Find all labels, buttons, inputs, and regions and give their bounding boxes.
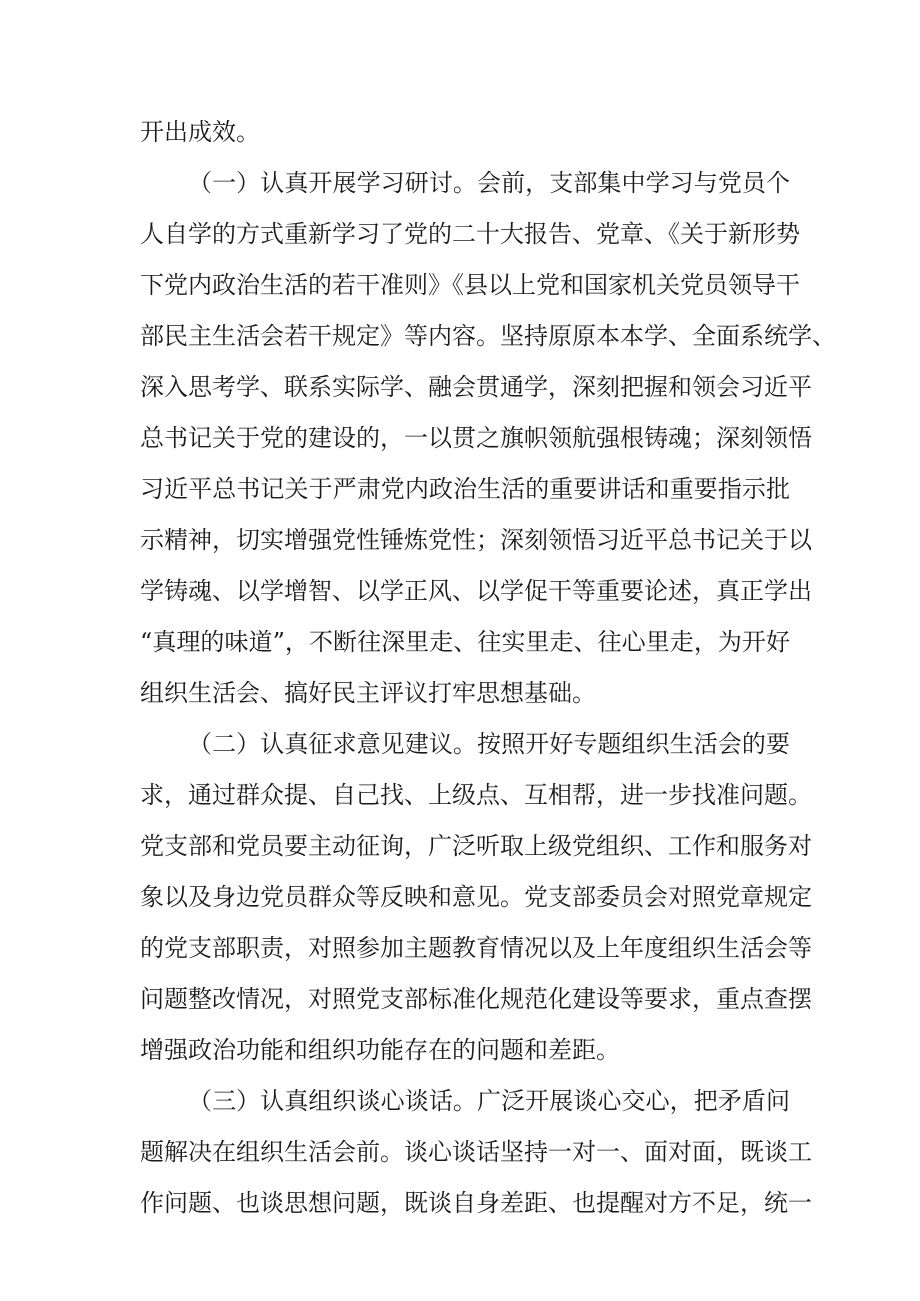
text-line: 示精神，切实增强党性锤炼党性；深刻领悟习近平总书记关于以 xyxy=(140,526,812,554)
text-line: 题解决在组织生活会前。谈心谈话坚持一对一、面对面，既谈工 xyxy=(140,1138,812,1166)
text-line: 人自学的方式重新学习了党的二十大报告、党章、《关于新形势 xyxy=(140,220,800,248)
text-line: 求，通过群众提、自己找、上级点、互相帮，进一步找准问题。 xyxy=(140,781,812,809)
text-line: 习近平总书记关于严肃党内政治生活的重要讲话和重要指示批 xyxy=(140,475,790,503)
text-line: “真理的味道”，不断往深里走、往实里走、往心里走，为开好 xyxy=(140,628,790,656)
section-heading-line: （一）认真开展学习研讨。会前，支部集中学习与党员个 xyxy=(188,169,790,197)
text-line: 下党内政治生活的若干准则》《县以上党和国家机关党员领导干 xyxy=(140,271,800,299)
text-line: 作问题、也谈思想问题，既谈自身差距、也提醒对方不足，统一 xyxy=(140,1189,812,1217)
text-line: 总书记关于党的建设的，一以贯之旗帜领航强根铸魂；深刻领悟 xyxy=(140,424,812,452)
text-line: 开出成效。 xyxy=(140,118,260,146)
text-line: 党支部和党员要主动征询，广泛听取上级党组织、工作和服务对 xyxy=(140,832,812,860)
text-line: 部民主生活会若干规定》等内容。坚持原原本本学、全面系统学、 xyxy=(140,322,836,350)
text-line: 的党支部职责，对照参加主题教育情况以及上年度组织生活会等 xyxy=(140,934,812,962)
text-line: 学铸魂、以学增智、以学正风、以学促干等重要论述，真正学出 xyxy=(140,577,812,605)
section-heading-line: （二）认真征求意见建议。按照开好专题组织生活会的要 xyxy=(188,730,790,758)
text-line: 组织生活会、搞好民主评议打牢思想基础。 xyxy=(140,679,596,707)
text-line: 增强政治功能和组织功能存在的问题和差距。 xyxy=(140,1036,620,1064)
text-line: 问题整改情况，对照党支部标准化规范化建设等要求，重点查摆 xyxy=(140,985,812,1013)
section-heading-line: （三）认真组织谈心谈话。广泛开展谈心交心，把矛盾问 xyxy=(188,1087,790,1115)
text-line: 象以及身边党员群众等反映和意见。党支部委员会对照党章规定 xyxy=(140,883,812,911)
text-line: 深入思考学、联系实际学、融会贯通学，深刻把握和领会习近平 xyxy=(140,373,812,401)
